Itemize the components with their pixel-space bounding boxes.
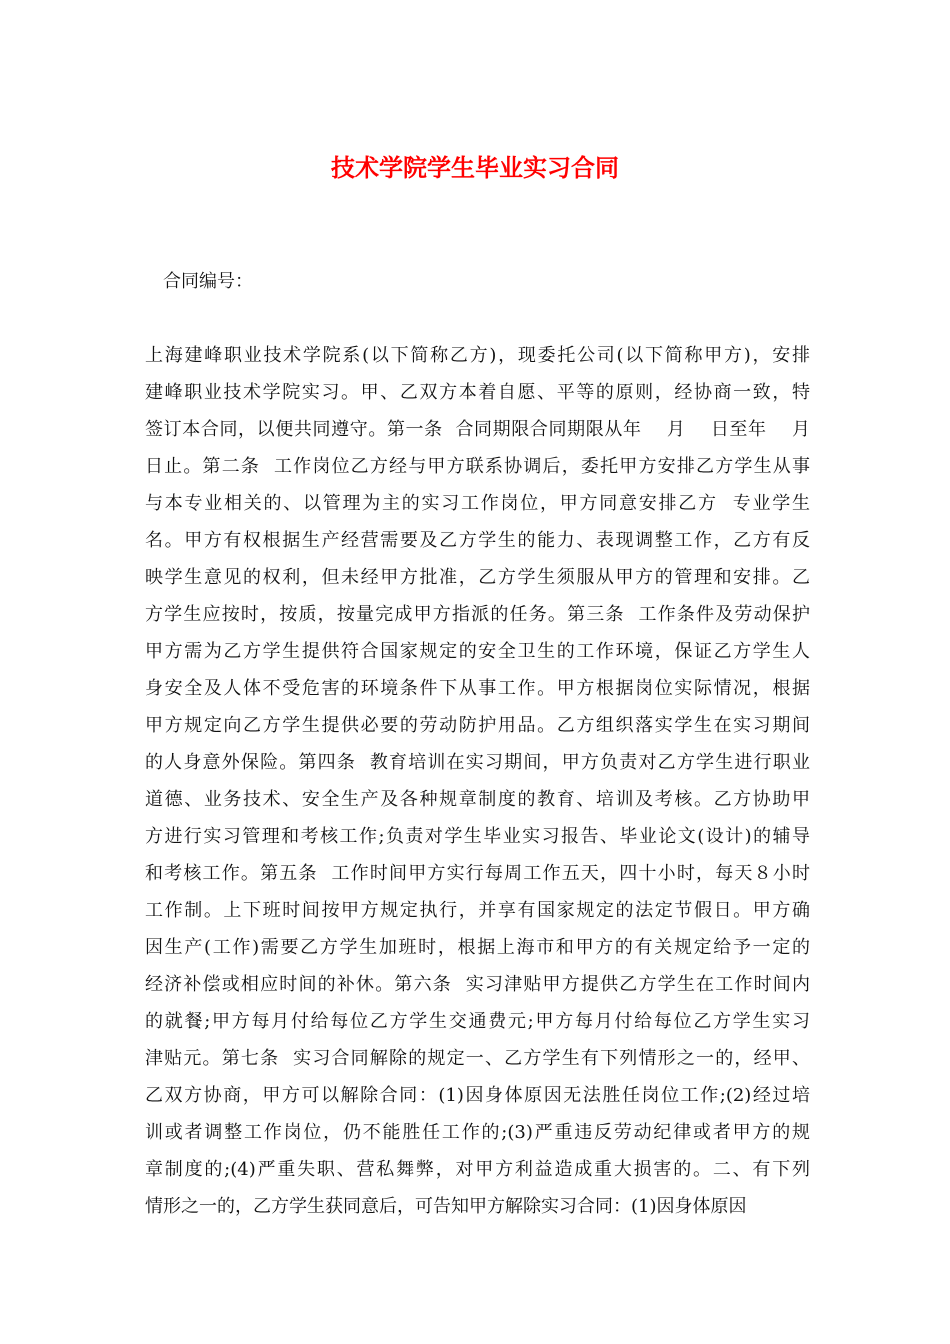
body-line: 身安全及人体不受危害的环境条件下从事工作。甲方根据岗位实际情况，根据 <box>145 678 810 699</box>
body-line: 经济补偿或相应时间的补休。第六条 实习津贴甲方提供乙方学生在工作时间内 <box>145 974 810 995</box>
body-line: 与本专业相关的、以管理为主的实习工作岗位，甲方同意安排乙方 专业学生 <box>145 493 810 514</box>
body-line: 方进行实习管理和考核工作;负责对学生毕业实习报告、毕业论文(设计)的辅导 <box>145 826 810 847</box>
body-line: 情形之一的，乙方学生获同意后，可告知甲方解除实习合同：(1)因身体原因 <box>145 1196 747 1217</box>
body-line: 津贴元。第七条 实习合同解除的规定一、乙方学生有下列情形之一的，经甲、 <box>145 1048 810 1069</box>
body-line: 签订本合同，以便共同遵守。第一条 合同期限合同期限从年 月 日至年 月 <box>145 419 810 440</box>
document-title: 技术学院学生毕业实习合同 <box>331 154 619 182</box>
body-line: 训或者调整工作岗位，仍不能胜任工作的;(3)严重违反劳动纪律或者甲方的规 <box>145 1122 810 1143</box>
body-line: 道德、业务技术、安全生产及各种规章制度的教育、培训及考核。乙方协助甲 <box>145 789 810 810</box>
body-line: 章制度的;(4)严重失职、营私舞弊，对甲方利益造成重大损害的。二、有下列 <box>145 1159 810 1180</box>
body-line: 工作制。上下班时间按甲方规定执行，并享有国家规定的法定节假日。甲方确 <box>145 900 810 921</box>
body-line: 因生产(工作)需要乙方学生加班时，根据上海市和甲方的有关规定给予一定的 <box>145 937 810 958</box>
body-line: 建峰职业技术学院实习。甲、乙双方本着自愿、平等的原则，经协商一致，特 <box>145 382 810 403</box>
contract-body <box>145 337 810 1225</box>
body-line: 乙双方协商，甲方可以解除合同：(1)因身体原因无法胜任岗位工作;(2)经过培 <box>145 1085 810 1106</box>
body-line: 甲方需为乙方学生提供符合国家规定的安全卫生的工作环境，保证乙方学生人 <box>145 641 810 662</box>
contract-number-label: 合同编号： <box>163 271 253 292</box>
body-line: 的就餐;甲方每月付给每位乙方学生交通费元;甲方每月付给每位乙方学生实习 <box>145 1011 810 1032</box>
body-line: 甲方规定向乙方学生提供必要的劳动防护用品。乙方组织落实学生在实习期间 <box>145 715 810 736</box>
body-line: 和考核工作。第五条 工作时间甲方实行每周工作五天，四十小时，每天８小时 <box>145 863 810 884</box>
body-line: 方学生应按时，按质，按量完成甲方指派的任务。第三条 工作条件及劳动保护 <box>145 604 810 625</box>
body-line: 名。甲方有权根据生产经营需要及乙方学生的能力、表现调整工作，乙方有反 <box>145 530 810 551</box>
body-line: 映学生意见的权利，但未经甲方批准，乙方学生须服从甲方的管理和安排。乙 <box>145 567 810 588</box>
body-line: 上海建峰职业技术学院系(以下简称乙方)，现委托公司(以下简称甲方)，安排 <box>145 345 810 366</box>
body-line: 的人身意外保险。第四条 教育培训在实习期间，甲方负责对乙方学生进行职业 <box>145 752 810 773</box>
body-line: 日止。第二条 工作岗位乙方经与甲方联系协调后，委托甲方安排乙方学生从事 <box>145 456 810 477</box>
